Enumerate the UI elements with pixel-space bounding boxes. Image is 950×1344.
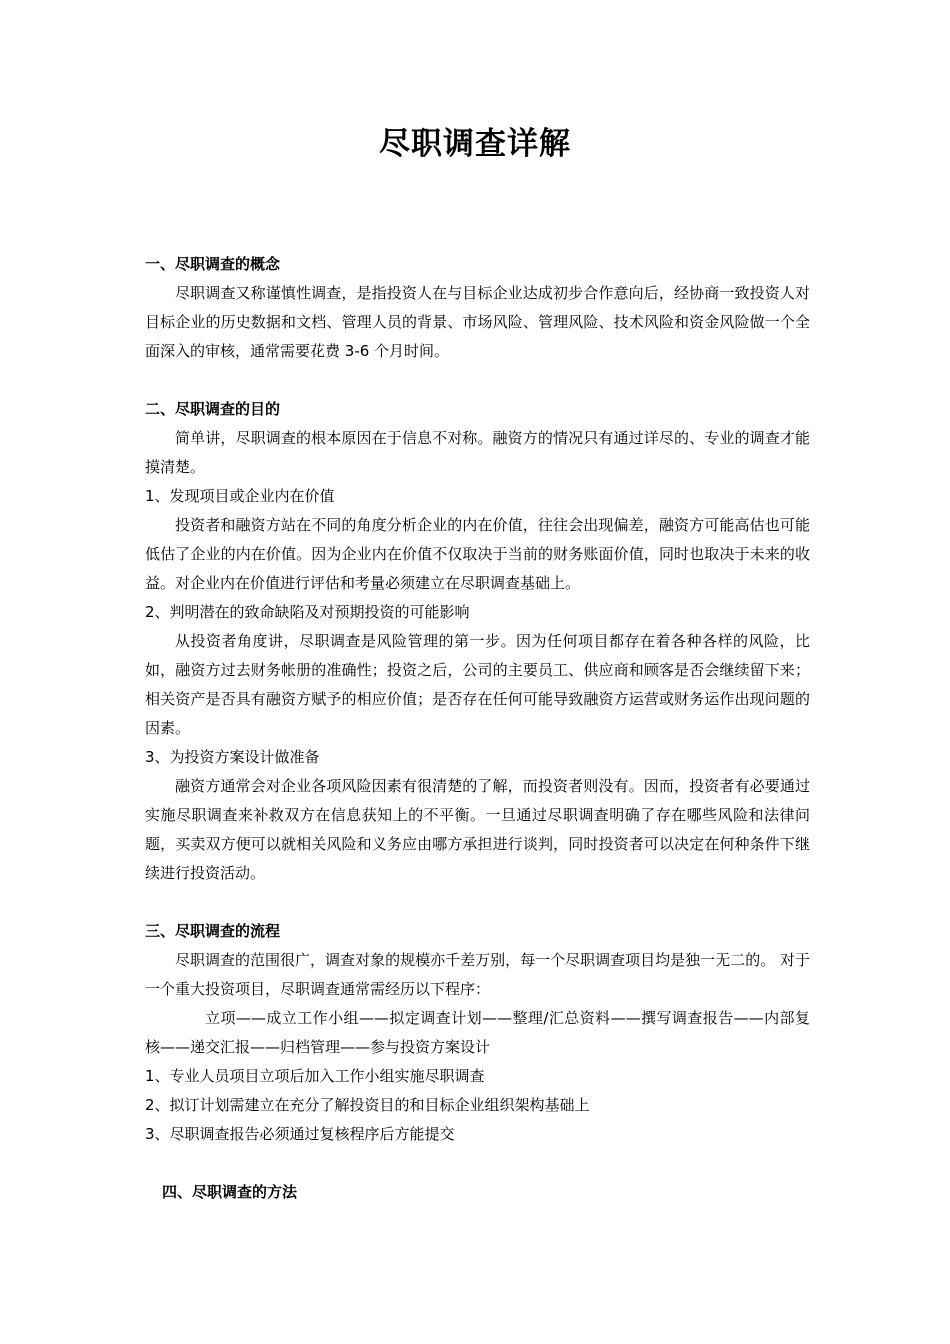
spacer <box>145 366 810 395</box>
list-item-purpose-2: 2、判明潜在的致命缺陷及对预期投资的可能影响 <box>145 603 470 621</box>
list-item-purpose-3: 3、为投资方案设计做准备 <box>145 748 320 766</box>
spacer <box>145 888 810 917</box>
document-body <box>145 250 810 1207</box>
paragraph-purpose-intro: 简单讲，尽职调查的根本原因在于信息不对称。融资方的情况只有通过详尽的、专业的调查才能摸清楚。 <box>145 429 810 476</box>
paragraph-concept: 尽职调查又称谨慎性调查，是指投资人在与目标企业达成初步合作意向后，经协商一致投资人对目标企业的历史数据和文档、管理人员的背景、市场风险、管理风险、技术风险和资金风险做一个全面深入的审核，通常需要花费 3-6 个月时间。 <box>145 284 810 360</box>
paragraph-purpose-3: 融资方通常会对企业各项风险因素有很清楚的了解，而投资者则没有。因而，投资者有必要通过实施尽职调查来补救双方在信息获知上的不平衡。一旦通过尽职调查明确了存在哪些风险和法律问题，买卖双方便可以就相关风险和义务应由哪方承担进行谈判，同时投资者可以决定在何种条件下继续进行投资活动。 <box>145 777 810 882</box>
process-flow: 立项——成立工作小组——拟定调查计划——整理/汇总资料——撰写调查报告——内部复核——递交汇报——归档管理——参与投资方案设计 <box>145 1009 810 1056</box>
section-heading-process: 三、尽职调查的流程 <box>145 922 281 940</box>
section-heading-concept: 一、尽职调查的概念 <box>145 255 281 273</box>
spacer <box>145 1149 810 1178</box>
list-item-process-3: 3、尽职调查报告必须通过复核程序后方能提交 <box>145 1125 455 1143</box>
section-heading-methods: 四、尽职调查的方法 <box>162 1183 298 1201</box>
section-heading-purpose: 二、尽职调查的目的 <box>145 400 281 418</box>
list-item-purpose-1: 1、发现项目或企业内在价值 <box>145 487 335 505</box>
paragraph-purpose-2: 从投资者角度讲，尽职调查是风险管理的第一步。因为任何项目都存在着各种各样的风险，比如，融资方过去财务帐册的准确性；投资之后，公司的主要员工、供应商和顾客是否会继续留下来；相关资产是否具有融资方赋予的相应价值；是否存在任何可能导致融资方运营或财务运作出现问题的因素。 <box>145 632 810 737</box>
list-item-process-1: 1、专业人员项目立项后加入工作小组实施尽职调查 <box>145 1067 485 1085</box>
paragraph-purpose-1: 投资者和融资方站在不同的角度分析企业的内在价值，往往会出现偏差，融资方可能高估也可能低估了企业的内在价值。因为企业内在价值不仅取决于当前的财务账面价值，同时也取决于未来的收益。对企业内在价值进行评估和考量必须建立在尽职调查基础上。 <box>145 516 810 592</box>
paragraph-process-intro: 尽职调查的范围很广，调查对象的规模亦千差万别，每一个尽职调查项目均是独一无二的。 对于一个重大投资项目，尽职调查通常需经历以下程序： <box>145 951 810 998</box>
list-item-process-2: 2、拟订计划需建立在充分了解投资目的和目标企业组织架构基础上 <box>145 1096 590 1114</box>
document-title: 尽职调查详解 <box>379 126 571 162</box>
